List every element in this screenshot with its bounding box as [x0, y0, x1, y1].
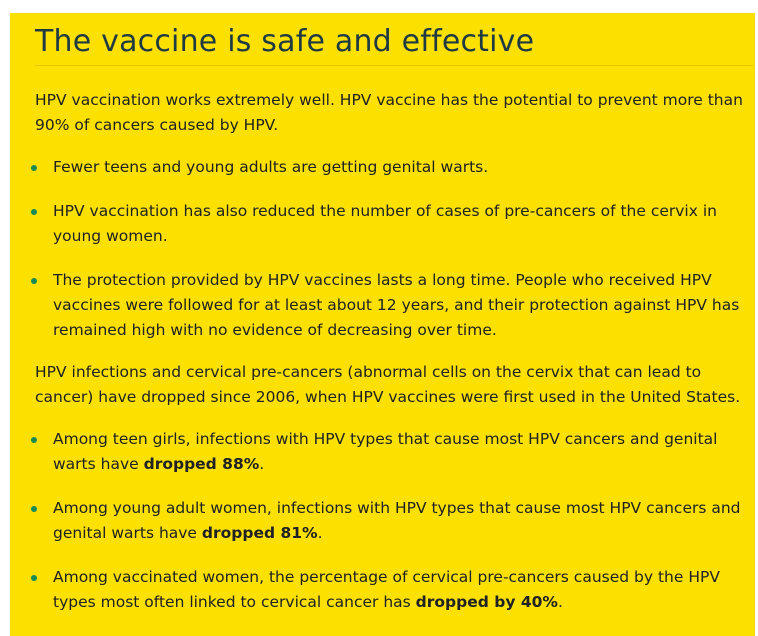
list-item-tail: . [317, 524, 323, 542]
list-item [35, 427, 745, 477]
bullet-icon [31, 575, 37, 581]
bullet-icon [31, 278, 37, 284]
bullet-icon [31, 437, 37, 443]
intro-paragraph: HPV vaccination works extremely well. HPV vaccine has the potential to prevent more than 90% of cancers caused by HPV. [35, 91, 743, 134]
content-panel [10, 13, 755, 636]
list-item [35, 565, 745, 615]
benefits-list [35, 155, 745, 343]
title-divider [35, 65, 753, 66]
list-item-text: Among vaccinated women, the percentage of cervical pre-cancers caused by the HPV types most often linked to cervical cancer has [53, 568, 720, 611]
infections-paragraph: HPV infections and cervical pre-cancers (abnormal cells on the cervix that can lead to cancer) have dropped since 2006, when HPV vaccines were first used in the United States. [35, 363, 741, 406]
list-item-text: Fewer teens and young adults are getting genital warts. [53, 158, 489, 176]
list-item [35, 199, 745, 249]
list-item-tail: . [259, 455, 265, 473]
list-item-text: HPV vaccination has also reduced the number of cases of pre-cancers of the cervix in young women. [53, 202, 717, 245]
statistic-highlight: dropped by 40% [415, 593, 558, 611]
list-item-text: Among teen girls, infections with HPV types that cause most HPV cancers and genital warts have [53, 430, 718, 473]
statistics-list [35, 427, 745, 615]
list-item-tail: . [557, 593, 563, 611]
bullet-icon [31, 165, 37, 171]
list-item-text: Among young adult women, infections with HPV types that cause most HPV cancers and genital warts have [53, 499, 741, 542]
bullet-icon [31, 506, 37, 512]
statistic-highlight: dropped 81% [201, 524, 318, 542]
page-title: The vaccine is safe and effective [35, 24, 535, 59]
bullet-icon [31, 209, 37, 215]
statistic-highlight: dropped 88% [143, 455, 260, 473]
list-item [35, 268, 745, 343]
list-item [35, 155, 745, 180]
list-item-text: The protection provided by HPV vaccines lasts a long time. People who received HPV vaccines were followed for at least about 12 years, and their protection against HPV has remained high with no evidence of decreasing over time. [53, 271, 740, 339]
list-item [35, 496, 745, 546]
